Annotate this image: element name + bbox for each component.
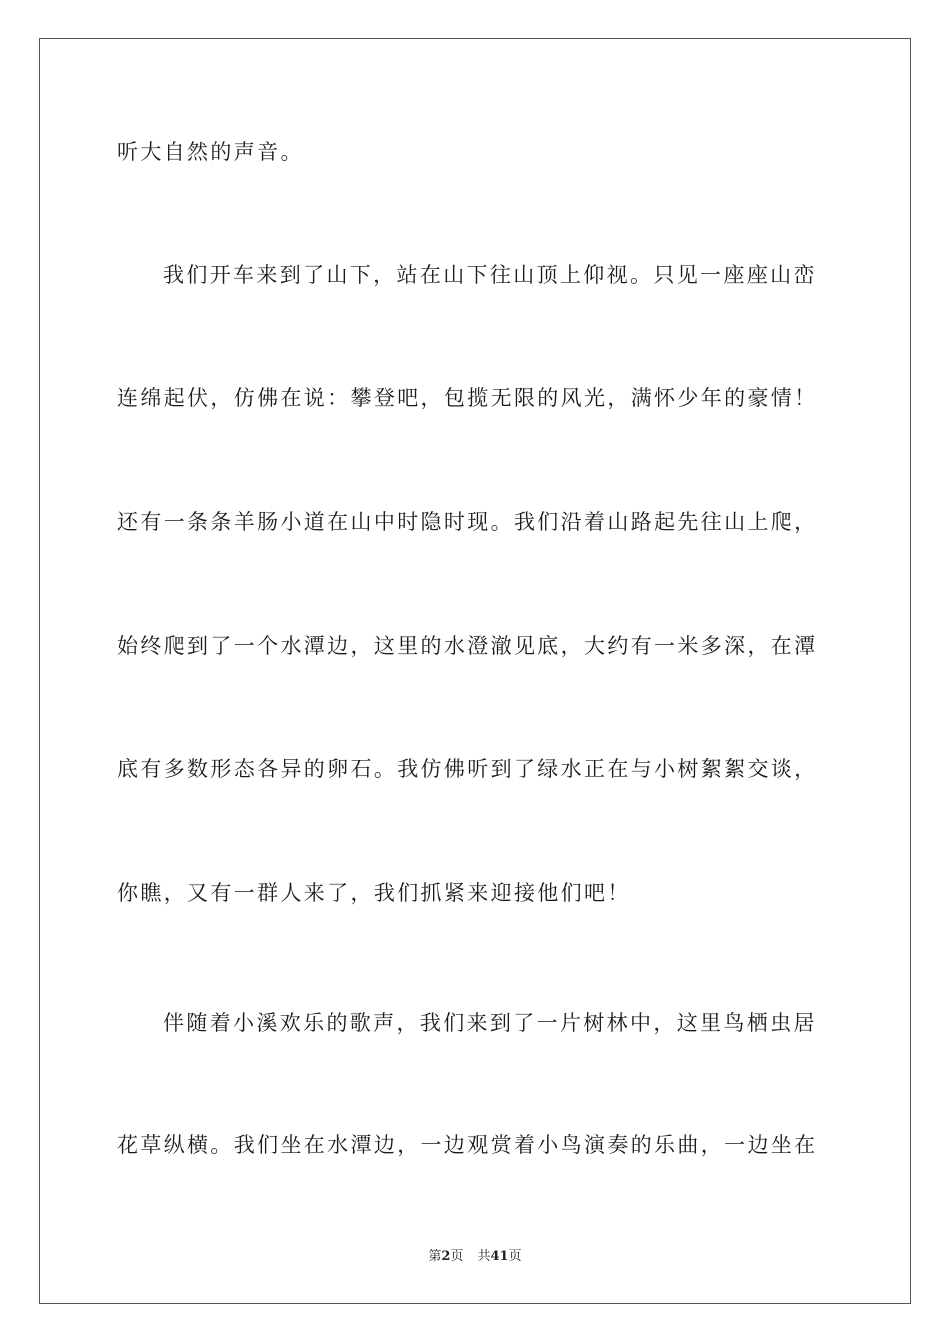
paragraph-2-line-5: 底有多数形态各异的卵石。我仿佛听到了绿水正在与小树絮絮交谈， [117, 757, 818, 781]
page-footer [0, 1248, 950, 1266]
paragraph-2-line-6: 你瞧，又有一群人来了，我们抓紧来迎接他们吧！ [117, 881, 631, 905]
text-line-1: 听大自然的声音。 [117, 140, 304, 164]
paragraph-2-line-3: 还有一条条羊肠小道在山中时隐时现。我们沿着山路起先往山上爬， [117, 510, 818, 534]
paragraph-3-line-2: 花草纵横。我们坐在水潭边，一边观赏着小鸟演奏的乐曲，一边坐在 [117, 1133, 818, 1157]
paragraph-3-line-1: 伴随着小溪欢乐的歌声，我们来到了一片树林中，这里鸟栖虫居 [163, 1011, 817, 1035]
paragraph-2-line-2: 连绵起伏，仿佛在说：攀登吧，包揽无限的风光，满怀少年的豪情！ [117, 386, 818, 410]
page-frame [39, 38, 911, 1304]
footer-page-suffix: 页 [450, 1249, 464, 1264]
footer-page-number: 2 [441, 1249, 451, 1264]
footer-total-suffix: 页 [508, 1249, 522, 1264]
footer-total-prefix: 共 [477, 1249, 491, 1264]
paragraph-2-line-4: 始终爬到了一个水潭边，这里的水澄澈见底，大约有一米多深，在潭 [117, 634, 818, 658]
footer-page-prefix: 第 [428, 1249, 442, 1264]
paragraph-2-line-1: 我们开车来到了山下，站在山下往山顶上仰视。只见一座座山峦 [163, 263, 817, 287]
footer-total-pages: 41 [490, 1249, 509, 1264]
